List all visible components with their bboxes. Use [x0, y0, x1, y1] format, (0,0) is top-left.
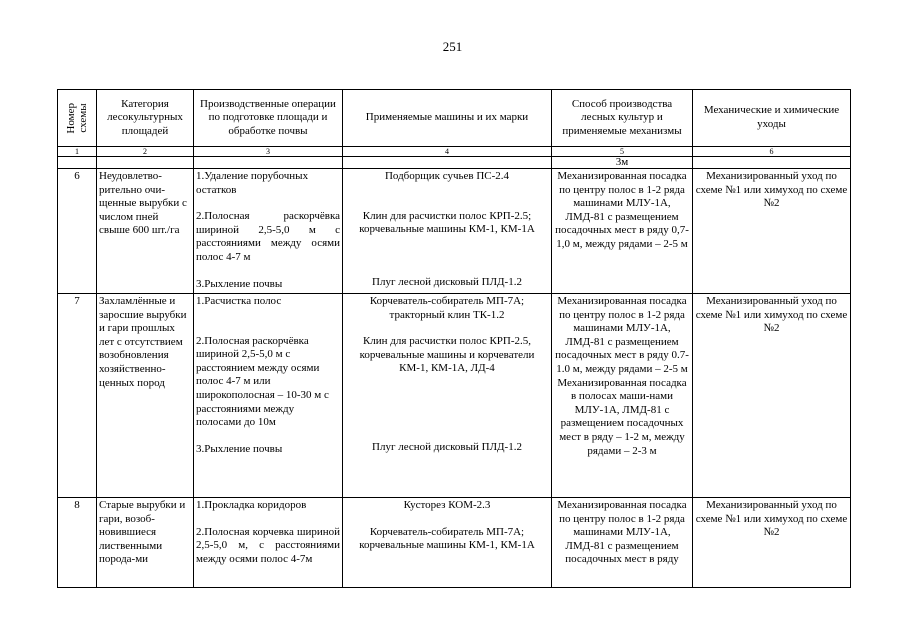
column-number: 6 — [693, 147, 851, 157]
header-category: Категория лесокультурных площадей — [97, 90, 194, 147]
machine-item: Кусторез КОМ-2.3 — [403, 499, 491, 511]
category-cell: Неудовлетво-рительно очи-щенные вырубки с числом пней свыше 600 шт./га — [97, 169, 194, 294]
table-row — [58, 294, 851, 498]
method-cell — [552, 294, 693, 498]
operations-cell — [194, 169, 343, 294]
header-method: Способ производства лесных культур и применяемые механизмы — [552, 90, 693, 147]
care-cell: Механизированный уход по схеме №1 или химуход по схеме №2 — [693, 169, 851, 294]
column-number: 1 — [58, 147, 97, 157]
continuation-row — [58, 157, 851, 169]
method-item: Механизированная посадка в полосах маши-нами МЛУ-1А, ЛМД-81 с размещением посадочных мест в ряду – 1-2 м, между рядами – 2-3 м — [557, 376, 687, 457]
page-number: 251 — [442, 39, 463, 54]
operation-item: 1.Расчистка полос — [196, 295, 282, 307]
machines-cell — [343, 294, 552, 498]
scheme-number: 8 — [58, 498, 97, 588]
operation-item: 3.Рыхление почвы — [196, 277, 283, 290]
care-cell: Механизированный уход по схеме №1 или химуход по схеме №2 — [693, 294, 851, 498]
header-machines: Применяемые машины и их марки — [343, 90, 552, 147]
header-scheme-number: Номер схемы — [58, 90, 97, 147]
header-care: Механические и химические уходы — [693, 90, 851, 147]
table-row — [58, 498, 851, 588]
machines-cell — [343, 169, 552, 294]
method-cell: Механизированная посадка по центру полос в 1-2 ряда машинами МЛУ-1А, ЛМД-81 с размещением посадочных мест в ряду 0,7-1,0 м, между рядами – 2-5 м — [552, 169, 693, 294]
operation-item: 1.Удаление порубочных остатков — [196, 170, 309, 196]
machine-item: Корчеватель-собиратель МП-7А; корчевальные машины КМ-1, КМ-1А — [359, 525, 535, 552]
machine-item: Корчеватель-собиратель МП-7А; тракторный клин ТК-1.2 — [369, 295, 525, 321]
column-number: 5 — [552, 147, 693, 157]
method-cell: Механизированная посадка по центру полос в 1-2 ряда машинами МЛУ-1А, ЛМД-81 с размещением посадочных мест в ряду — [552, 498, 693, 588]
category-cell: Захламлённые и заросшие вырубки и гари прошлых лет с отсутствием возобновления хозяйственно-ценных пород — [97, 294, 194, 498]
forest-culture-schemes-table — [57, 89, 851, 588]
method-item: Механизированная посадка по центру полос в 1-2 ряда машинами МЛУ-1А, ЛМД-81 с размещением посадочных мест в ряду 0.7-1.0 м, между рядами – 2-5 м — [555, 295, 689, 375]
machine-item: Клин для расчистки полос КРП-2.5, корчевальные машины и корчеватели КМ-1, КМ-1А, ЛД-4 — [359, 335, 535, 375]
machines-cell — [343, 498, 552, 588]
column-number: 2 — [97, 147, 194, 157]
column-number-row — [58, 147, 851, 157]
column-number: 3 — [194, 147, 343, 157]
category-cell: Старые вырубки и гари, возоб-новившиеся лиственными порода-ми — [97, 498, 194, 588]
column-number: 4 — [343, 147, 552, 157]
method-continuation: 3м — [552, 157, 693, 169]
operation-item: 1.Прокладка коридоров — [196, 499, 307, 511]
machine-item: Плуг лесной дисковый ПЛД-1.2 — [372, 275, 522, 288]
header-row — [58, 90, 851, 147]
operation-item: 2.Полосная раскорчёвка шириной 2,5-5,0 м с расстояниями между осями полос 4-7 м — [196, 210, 340, 263]
machine-item: Плуг лесной дисковый ПЛД-1.2 — [372, 440, 522, 453]
operations-cell — [194, 498, 343, 588]
header-operations: Производственные операции по подготовке площади и обработке почвы — [194, 90, 343, 147]
operations-cell — [194, 294, 343, 498]
operation-item: 2.Полосная раскорчёвка шириной 2,5-5,0 м с расстоянием между осями полос 4-7 м или широкополосная – 10-30 м с расстояниями между полосами до 10м — [196, 334, 329, 429]
operation-item: 3.Рыхление почвы — [196, 442, 283, 455]
operation-item: 2.Полосная корчевка шириной 2,5-5,0 м, с расстояниями между осями полос 4-7м — [196, 525, 340, 565]
machine-item: Подборщик сучьев ПС-2.4 — [384, 170, 510, 182]
machine-item: Клин для расчистки полос КРП-2.5; корчевальные машины КМ-1, КМ-1А — [359, 209, 535, 236]
scheme-number: 7 — [58, 294, 97, 498]
table-row — [58, 169, 851, 294]
care-cell: Механизированный уход по схеме №1 или химуход по схеме №2 — [693, 498, 851, 588]
scheme-number: 6 — [58, 169, 97, 294]
